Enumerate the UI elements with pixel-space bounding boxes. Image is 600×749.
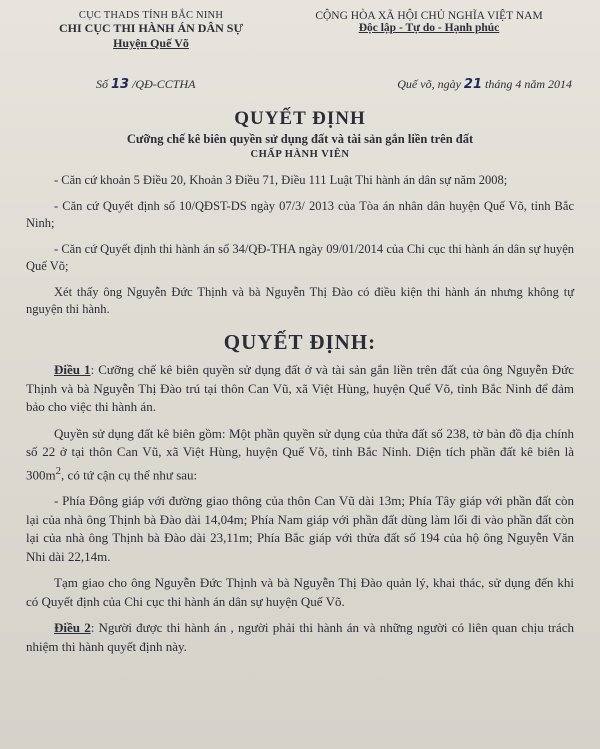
document-header [26,10,574,51]
decision-title: QUYẾT ĐỊNH: [223,330,377,354]
agency-district: Huyện Quế Võ [113,36,189,50]
document-number-suffix: /QĐ-CCTHA [129,77,196,91]
article-1-label: Điều 1 [54,362,91,377]
land-boundaries: - Phía Đông giáp với đường giao thông của thôn Can Vũ dài 13m; Phía Tây giáp với phần đất còn lại của nhà ông Thịnh bà Đào dài 14,04m; Phía Nam giáp với phần đất dùng làm lối đi vào phần đất còn lại của nhà ông Thịnh bà Đào dài 23,11m; Phía Bắc giáp với thửa đất số 194 của hộ ông Nguyễn Văn Nhi dài 22,14m. [26,493,574,564]
basis-1: - Căn cứ khoản 5 Điều 20, Khoản 3 Điều 71, Điều 111 Luật Thi hành án dân sự năm 2008; [54,173,508,187]
land-description [26,425,574,485]
issuing-agency [26,10,276,51]
document-subtitle: Cưỡng chế kê biên quyền sử dụng đất và tài sản gắn liền trên đất [126,132,474,146]
document-role: CHẤP HÀNH VIÊN [250,149,350,160]
document-meta [26,77,574,92]
basis-consideration: Xét thấy ông Nguyễn Đức Thịnh và bà Nguyễn Thị Đào có điều kiện thi hành án nhưng không tự nguyện thi hành. [26,285,574,316]
agency-name: CHI CỤC THI HÀNH ÁN DÂN SỰ [58,21,243,35]
document-number-handwritten: 13 [111,77,130,92]
land-description-after: , có tứ cận cụ thể như sau: [61,466,198,482]
article-2-text: : Người được thi hành án , người phải thi hành án và những người có liên quan chịu trách nhiệm thi hành quyết định này. [26,620,574,654]
custody-clause: Tạm giao cho ông Nguyễn Đức Thịnh và bà Nguyễn Thị Đào quản lý, khai thác, sử dụng đến khi có Quyết định của Chi cục thi hành án dân sự huyện Quế Võ. [26,575,574,609]
document-title: QUYẾT ĐỊNH [234,108,366,129]
nation-motto: Độc lập - Tự do - Hạnh phúc [358,22,500,34]
land-description-text: Quyền sử dụng đất kê biên gồm: Một phần quyền sử dụng của thửa đất số 238, tờ bản đồ địa chính số 22 ở tại thôn Can Vũ, xã Việt Hùng, huyện Quế Võ, tỉnh Bắc Ninh. Diện tích phần đất kê biên là 300m [26,425,574,482]
article-1-text: : Cưỡng chế kê biên quyền sử dụng đất ở và tài sản gắn liền trên đất của ông Nguyễn Đức Thịnh và bà Nguyễn Thị Đào trú tại thôn Can Vũ, xã Việt Hùng, huyện Quế Võ, tỉnh Bắc Ninh để đảm bảo cho việc thi hành án. [26,362,574,414]
basis-3: - Căn cứ Quyết định thi hành án số 34/QĐ-THA ngày 09/01/2014 của Chi cục thi hành án dân sự huyện Quế Võ; [26,242,574,273]
document-number-prefix: Số [96,77,111,91]
article-1 [26,361,574,417]
document-number [26,77,195,92]
document-date-handwritten: 21 [463,77,482,92]
basis-2: - Căn cứ Quyết định số 10/QĐST-DS ngày 07/3/ 2013 của Tòa án nhân dân huyện Quế Võ, tỉnh Bắc Ninh; [26,199,574,230]
article-2-label: Điều 2 [54,620,91,636]
nation-name: CỘNG HÒA XÃ HỘI CHỦ NGHĨA VIỆT NAM [315,10,543,22]
article-2 [26,619,574,656]
agency-parent: CỤC THADS TỈNH BẮC NINH [78,10,224,21]
national-motto [284,10,574,51]
document-date-prefix: Quế võ, ngày [397,77,464,91]
document-date [397,77,574,92]
document-date-suffix: tháng 4 năm 2014 [482,77,572,91]
area-unit-superscript: 2 [55,464,62,477]
